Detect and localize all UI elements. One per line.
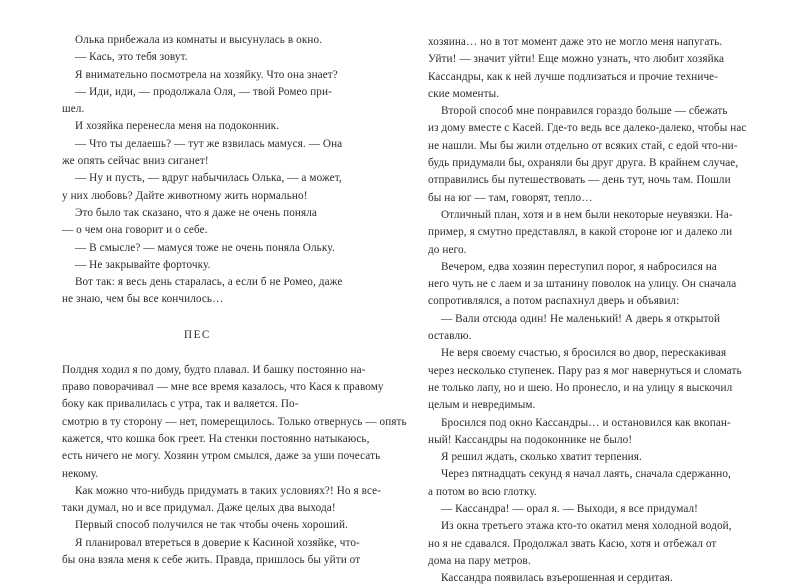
text-line: ские моменты. [428, 87, 500, 100]
text-line: целым и невредимым. [428, 399, 536, 412]
text-line: Первый способ получился не так чтобы очень хороший. [75, 519, 348, 532]
text-line: не нашли. Мы бы жили отдельно от всяких стай, с едой что-ни- [428, 139, 738, 152]
text-line: шел. [62, 103, 85, 116]
text-line: смотрю в ту сторону — нет, померещилось. Только отвернусь — опять [62, 415, 407, 428]
text-line: же опять сейчас вниз сиганет! [62, 155, 209, 168]
right-text-block [428, 34, 747, 588]
text-line: — Вали отсюда один! Не маленький! А дверь я открытой [441, 312, 721, 325]
text-line: Это было так сказано, что я даже не очень поняла [75, 206, 317, 219]
text-line: — Кассандра! — орал я. — Выходи, я все придумал! [441, 503, 698, 516]
text-line: Не веря своему счастью, я бросился во двор, перескакивая [441, 347, 727, 360]
text-line: до него. [428, 243, 467, 256]
text-line: Кассандры, как к ней лучше подлизаться и прочие техниче- [428, 70, 719, 83]
text-line: Из окна третьего этажа кто-то окатил меня холодной водой, [441, 520, 732, 533]
text-line: Как можно что-нибудь придумать в таких условиях?! Но я все- [75, 484, 382, 497]
text-line: но я не сдавался. Продолжал звать Касю, хотя и отбежал от [428, 537, 717, 550]
text-line: не знаю, чем бы все кончилось… [62, 293, 224, 306]
text-line: Через пятнадцать секунд я начал лаять, сначала сдержанно, [441, 468, 731, 481]
text-line: таки думал, но и все придумал. Даже целых два выхода! [62, 502, 336, 515]
text-line: хозяина… но в тот момент даже это не могло меня напугать. [428, 36, 723, 48]
text-line: — Иди, иди, — продолжала Оля, — твой Ромео при- [75, 85, 332, 98]
text-line: есть ничего не могу. Хозяин утром смылся, даже за уши почесать [62, 450, 381, 463]
text-line: будь придумали бы, охраняли бы друг друга. В крайнем случае, [428, 157, 739, 170]
text-line: из дому вместе с Касей. Где-то ведь все далеко-далеко, чтобы нас [428, 122, 747, 135]
text-line: кажется, что кошка бок греет. На стенки постоянно натыкаюсь, [62, 432, 370, 445]
text-line: пример, я смутно представлял, в какой стороне юг и далеко ли [428, 226, 733, 239]
text-line: — Что ты делаешь? — тут же взвилась мамуся. — Она [75, 137, 343, 150]
text-line: него чуть не с лаем и за штанину поволок на улицу. Он сначала [428, 278, 737, 291]
text-line: — Ну и пусть, — вдруг набычилась Олька, — а может, [75, 172, 342, 185]
text-line: а потом во всю глотку. [428, 485, 537, 498]
text-line: бы она взяла меня к себе жить. Правда, пришлось бы уйти от [62, 554, 361, 567]
text-line: — В смысле? — мамуся тоже не очень поняла Ольку. [75, 241, 335, 254]
text-line: — о чем она говорит и о себе. [62, 224, 208, 237]
text-line: некому. [62, 467, 99, 480]
text-line: отправились бы путешествовать — день тут, ночь там. Пошли [428, 174, 731, 187]
section-gap [62, 345, 362, 362]
text-line: Отличный план, хотя и в нем были некоторые неувязки. На- [441, 208, 733, 221]
text-line: — Кась, это тебя зовут. [75, 51, 188, 64]
text-line: И хозяйка перенесла меня на подоконник. [75, 120, 280, 133]
left-text-block-2 [62, 362, 407, 570]
text-line: ный! Кассандры на подоконнике не было! [428, 433, 633, 446]
text-line: у них любовь? Дайте животному жить нормально! [62, 189, 308, 202]
section-gap [62, 309, 362, 326]
text-line: Кассандра появилась взъерошенная и сердитая. [441, 572, 673, 585]
text-line: боку как привалилась с утра, так и валяется. По- [62, 398, 299, 411]
text-line: право поворачивал — мне все время казалось, что Кася к правому [62, 381, 384, 394]
left-text-block-1 [62, 32, 362, 309]
text-line: сопротивлялся, а потом распахнул дверь и объявил: [428, 295, 680, 308]
text-line: Второй способ мне понравился гораздо больше — сбежать [441, 105, 728, 118]
text-line: Олька прибежала из комнаты и высунулась в окно. [75, 34, 323, 46]
text-line: бы на юг — там, говорят, тепло… [428, 191, 593, 204]
text-line: Я решил ждать, сколько хватит терпения. [441, 451, 642, 464]
text-line: Я планировал втереться в доверие к Касиной хозяйке, что- [75, 536, 360, 549]
text-line: Я внимательно посмотрела на хозяйку. Что она знает? [75, 68, 338, 81]
text-line: Вечером, едва хозяин переступил порог, я набросился на [441, 260, 717, 273]
text-line: оставлю. [428, 330, 472, 343]
text-line: Вот так: я весь день старалась, а если б не Ромео, даже [75, 276, 343, 289]
text-line: Полдня ходил я по дому, будто плавал. И башку постоянно на- [62, 363, 366, 376]
text-line: Уйти! — значит уйти! Еще можно узнать, что любит хозяйка [428, 53, 725, 66]
left-page [62, 32, 407, 569]
text-line: — Не закрывайте форточку. [75, 258, 211, 271]
text-line: не только лапу, но и шею. Но пронесло, и на улицу я выскочил [428, 381, 733, 394]
text-line: через несколько ступенек. Пару раз я мог навернуться и сломать [428, 364, 742, 377]
text-line: Бросился под окно Кассандры… и остановился как вкопан- [441, 416, 731, 429]
text-line: дома на пару метров. [428, 554, 531, 567]
right-page [428, 34, 747, 588]
section-title: ПЕС [184, 328, 211, 341]
